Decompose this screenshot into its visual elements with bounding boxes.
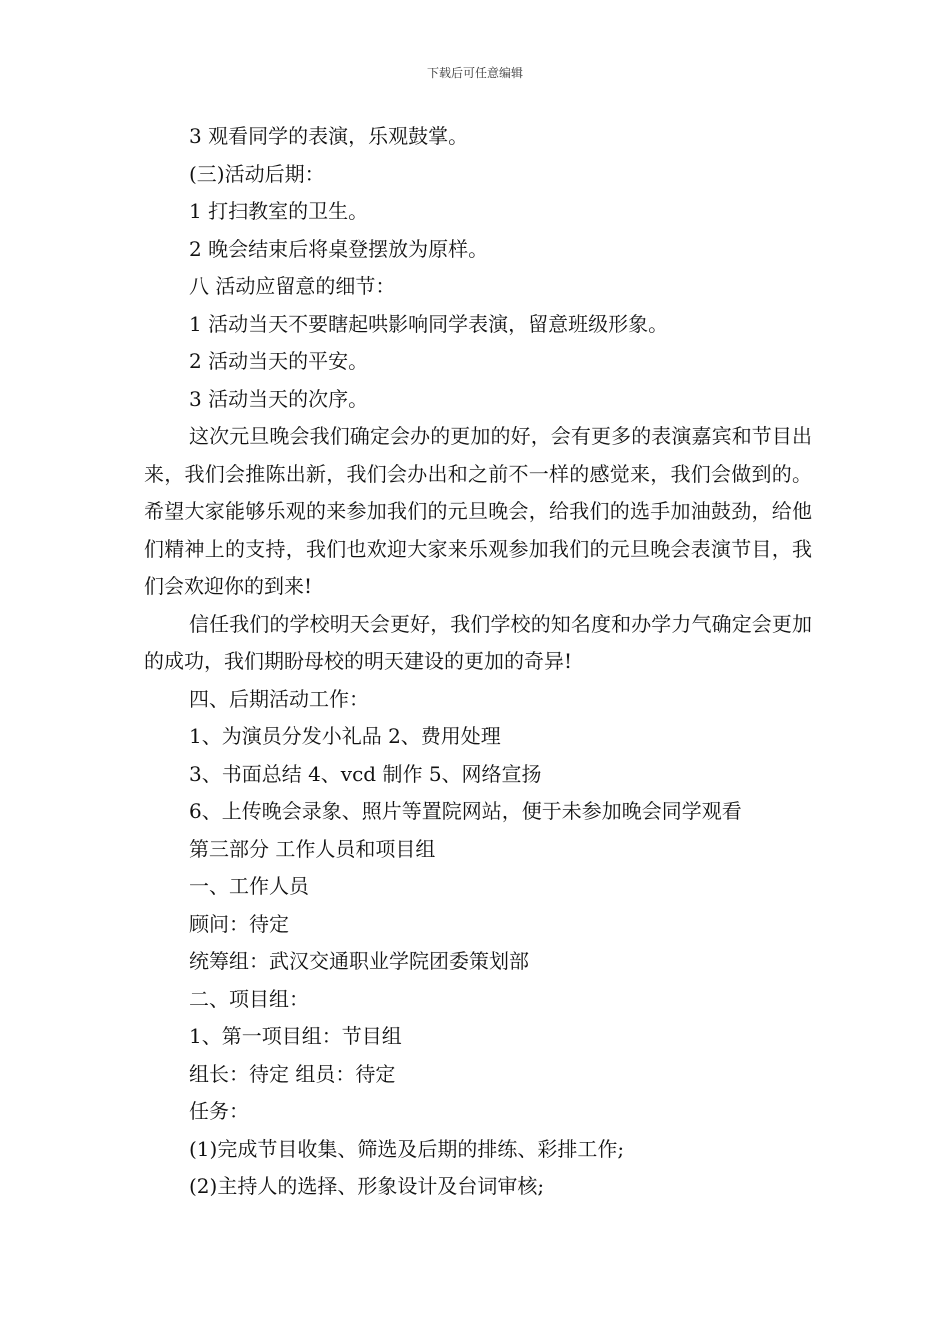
text-line: 组长：待定 组员：待定: [189, 1061, 396, 1086]
text-line: 3 活动当天的次序。: [189, 386, 369, 411]
text-line: 1 打扫教室的卫生。: [189, 199, 369, 223]
text-line: 3、书面总结 4、vcd 制作 5、网络宣扬: [189, 761, 542, 786]
text-line: 任务：: [189, 1099, 249, 1123]
section-heading: 二、项目组：: [189, 986, 309, 1011]
text-line: 2 晚会结束后将桌登摆放为原样。: [189, 236, 489, 261]
text-line: 八 活动应留意的细节：: [189, 274, 396, 298]
text-line: 顾问：待定: [189, 911, 289, 936]
text-line: 2 活动当天的平安。: [189, 349, 369, 373]
text-line: (三)活动后期：: [189, 161, 325, 186]
text-line: (2)主持人的选择、形象设计及台词审核;: [189, 1174, 545, 1198]
paragraph-closing-remarks: 这次元旦晚会我们确定会办的更加的好，会有更多的表演嘉宾和节目出来，我们会推陈出新，我们会办出和之前不一样的感觉来，我们会做到的。希望大家能够乐观的来参加我们的元旦晚会，给我们的选手加油鼓劲，给他们精神上的支持，我们也欢迎大家来乐观参加我们的元旦晚会表演节目，我们会欢迎你的到来!: [144, 424, 812, 598]
section-heading: 第三部分 工作人员和项目组: [189, 836, 436, 861]
text-line: 3 观看同学的表演，乐观鼓掌。: [189, 124, 469, 148]
page-header: 下载后可任意编辑: [426, 66, 523, 80]
paragraph-school-future: 信任我们的学校明天会更好，我们学校的知名度和办学力气确定会更加的成功，我们期盼母校的明天建设的更加的奇异!: [144, 611, 812, 673]
text-line: 1 活动当天不要瞎起哄影响同学表演，留意班级形象。: [189, 311, 669, 336]
text-line: 1、为演员分发小礼品 2、费用处理: [189, 724, 501, 748]
text-line: 1、第一项目组：节目组: [189, 1024, 402, 1048]
text-line: (1)完成节目收集、筛选及后期的排练、彩排工作;: [189, 1136, 625, 1161]
text-line: 统筹组：武汉交通职业学院团委策划部: [189, 949, 529, 973]
document-body: [144, 118, 812, 1206]
section-heading: 四、后期活动工作：: [189, 686, 369, 711]
section-heading: 一、工作人员: [189, 874, 309, 898]
text-line: 6、上传晚会录象、照片等置院网站，便于未参加晚会同学观看: [189, 799, 742, 823]
